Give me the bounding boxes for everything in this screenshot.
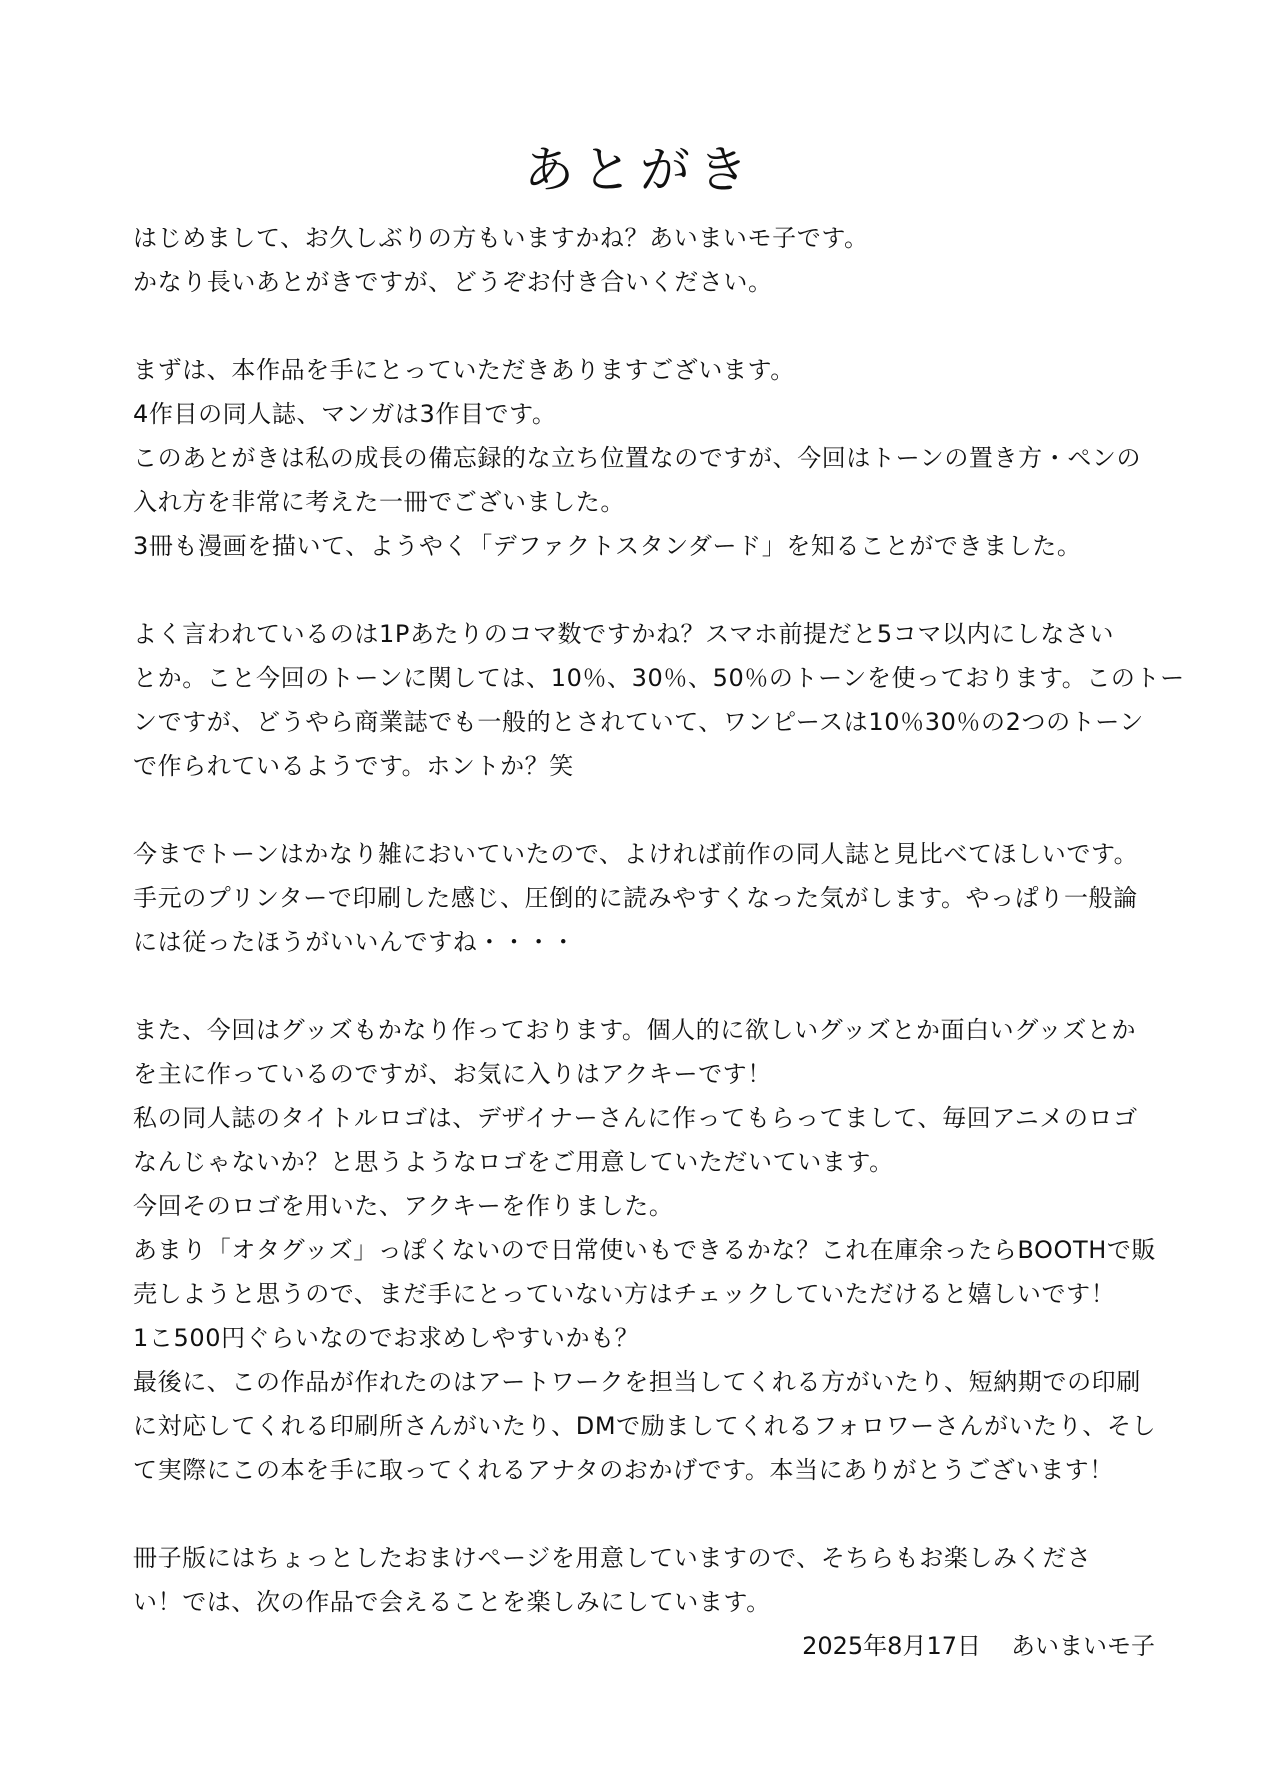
paragraph-spacer xyxy=(133,964,1163,1008)
signature-date: 2025年8月17日 xyxy=(802,1632,981,1660)
paragraph-spacer xyxy=(133,1492,1163,1536)
text-line: よく言われているのは1Pあたりのコマ数ですかね？スマホ前提だと5コマ以内にしなさい xyxy=(133,620,1115,648)
text-line: で作られているようです。ホントか？笑 xyxy=(133,752,574,780)
paragraph-spacer xyxy=(133,304,1163,348)
page-title: あとがき xyxy=(524,141,756,199)
text-line: 今回そのロゴを用いた、アクキーを作りました。 xyxy=(133,1192,674,1220)
text-line: て実際にこの本を手に取ってくれるアナタのおかげです。本当にありがとうございます！ xyxy=(133,1456,1114,1484)
text-line: 売しようと思うので、まだ手にとっていない方はチェックしていただけると嬉しいです！ xyxy=(133,1280,1116,1308)
paragraph-spacer xyxy=(133,568,1163,612)
text-line: ンですが、どうやら商業誌でも一般的とされていて、ワンピースは10％30％の2つのトーン xyxy=(133,708,1145,736)
text-line: 手元のプリンターで印刷した感じ、圧倒的に読みやすくなった気がします。やっぱり一般論 xyxy=(133,884,1138,912)
text-line: まずは、本作品を手にとっていただきありますございます。 xyxy=(133,356,795,384)
signature-author: あいまいモ子 xyxy=(1011,1632,1155,1660)
signature xyxy=(133,1624,1163,1668)
text-line: 1こ500円ぐらいなのでお求めしやすいかも？ xyxy=(133,1324,640,1352)
text-line: 冊子版にはちょっとしたおまけページを用意していますので、そちらもお楽しみくださ xyxy=(133,1544,1092,1572)
text-line: には従ったほうがいいんですね・・・・ xyxy=(133,928,576,956)
paragraph-spacer xyxy=(133,788,1163,832)
text-line: かなり長いあとがきですが、どうぞお付き合いください。 xyxy=(133,268,773,296)
text-line: また、今回はグッズもかなり作っております。個人的に欲しいグッズとか面白いグッズとか xyxy=(133,1016,1137,1044)
text-line: 最後に、この作品が作れたのはアートワークを担当してくれる方がいたり、短納期での印刷 xyxy=(133,1368,1141,1396)
text-line: なんじゃないか？と思うようなロゴをご用意していただいています。 xyxy=(133,1148,894,1176)
text-line: とか。こと今回のトーンに関しては、10％、30％、50％のトーンを使っております。このトー xyxy=(133,664,1185,692)
text-line: い！では、次の作品で会えることを楽しみにしています。 xyxy=(133,1588,771,1616)
text-line: このあとがきは私の成長の備忘録的な立ち位置なのですが、今回はトーンの置き方・ペンの xyxy=(133,444,1142,472)
text-line: あまり「オタグッズ」っぽくないので日常使いもできるかな？これ在庫余ったらBOOTHで販 xyxy=(133,1236,1157,1264)
text-line: 私の同人誌のタイトルロゴは、デザイナーさんに作ってもらってまして、毎回アニメのロゴ xyxy=(133,1104,1138,1132)
text-line: を主に作っているのですが、お気に入りはアクキーです！ xyxy=(133,1060,772,1088)
afterword-body xyxy=(133,216,1185,1668)
text-line: はじめまして、お久しぶりの方もいますかね？あいまいモ子です。 xyxy=(133,224,869,252)
text-line: 4作目の同人誌、マンガは3作目です。 xyxy=(133,400,557,428)
text-line: 今までトーンはかなり雑においていたので、よければ前作の同人誌と見比べてほしいです。 xyxy=(133,840,1139,868)
text-line: 3冊も漫画を描いて、ようやく「デファクトスタンダード」を知ることができました。 xyxy=(133,532,1082,560)
text-line: に対応してくれる印刷所さんがいたり、DMで励ましてくれるフォロワーさんがいたり、そし xyxy=(133,1412,1157,1440)
text-line: 入れ方を非常に考えた一冊でございました。 xyxy=(133,488,625,516)
